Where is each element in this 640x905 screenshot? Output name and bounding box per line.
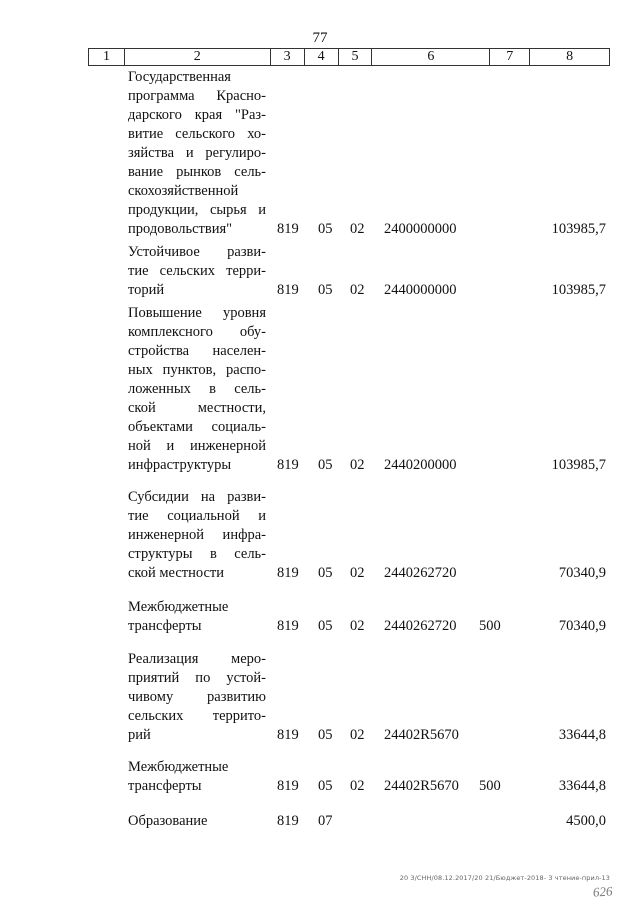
row-name <box>128 598 266 636</box>
row-name-line: торий <box>128 282 165 298</box>
row-name-line: скохозяйственной <box>128 183 239 199</box>
row-name-line: ной и инженерной <box>128 438 266 454</box>
row-name <box>128 758 266 796</box>
table-row <box>0 812 640 831</box>
row-name-line: Реализация меро- <box>128 651 266 667</box>
row-name-line: витие сельского хо- <box>128 126 266 142</box>
cell-rz: 05 <box>318 565 333 581</box>
cell-ved: 819 <box>277 727 299 743</box>
cell-rz: 05 <box>318 457 333 473</box>
row-name-line: Межбюджетные <box>128 759 229 775</box>
row-name <box>128 304 266 475</box>
cell-ved: 819 <box>277 565 299 581</box>
cell-cs: 2440262720 <box>384 565 457 581</box>
row-name-line: стройства населен- <box>128 343 266 359</box>
cell-sum: 70340,9 <box>558 618 606 634</box>
row-name-line: ных пунктов, распо- <box>128 362 266 378</box>
row-name-line: Повышение уровня <box>128 305 266 321</box>
row-name-line: Образование <box>128 813 208 829</box>
table-row <box>0 68 640 239</box>
header-col-2: 2 <box>125 49 271 65</box>
row-name-line: программа Красно- <box>128 88 266 104</box>
header-col-3: 3 <box>271 49 305 65</box>
cell-cs: 24402R5670 <box>384 778 459 794</box>
table-row <box>0 243 640 300</box>
table-header <box>88 48 610 66</box>
row-name-line: рий <box>128 727 151 743</box>
cell-vr: 500 <box>479 618 501 634</box>
table-row <box>0 304 640 475</box>
cell-sum: 33644,8 <box>558 727 606 743</box>
header-col-7: 7 <box>490 49 530 65</box>
row-name <box>128 650 266 745</box>
header-col-4: 4 <box>305 49 339 65</box>
row-name-line: Межбюджетные <box>128 599 229 615</box>
cell-pr: 02 <box>350 727 365 743</box>
cell-sum: 70340,9 <box>558 565 606 581</box>
cell-rz: 05 <box>318 282 333 298</box>
cell-rz: 05 <box>318 778 333 794</box>
cell-sum: 103985,7 <box>551 221 606 237</box>
row-name-line: тие сельских терри- <box>128 263 266 279</box>
row-name-line: трансферты <box>128 618 202 634</box>
cell-pr: 02 <box>350 282 365 298</box>
header-col-8: 8 <box>530 49 610 65</box>
row-name-line: ской местности <box>128 565 225 581</box>
cell-ved: 819 <box>277 778 299 794</box>
row-name-line: объектами социаль- <box>128 419 266 435</box>
cell-pr: 02 <box>350 778 365 794</box>
row-name-line: чивому развитию <box>128 689 266 705</box>
cell-pr: 02 <box>350 457 365 473</box>
row-name-line: комплексного обу- <box>128 324 266 340</box>
cell-rz: 07 <box>318 813 333 829</box>
table-row <box>0 758 640 796</box>
cell-ved: 819 <box>277 813 299 829</box>
cell-pr: 02 <box>350 618 365 634</box>
cell-rz: 05 <box>318 221 333 237</box>
table-row <box>0 488 640 583</box>
footer-file-note: 20 З/СНН/08.12.2017/20 21/Бюджет-2018- 3 чтение-прил-13 <box>399 874 610 882</box>
row-name-line: Субсидии на разви- <box>128 489 266 505</box>
row-name-line: Устойчивое разви- <box>128 244 266 260</box>
row-name-line: дарского края "Раз- <box>128 107 266 123</box>
cell-cs: 2440262720 <box>384 618 457 634</box>
row-name-line: продукции, сырья и <box>128 202 266 218</box>
cell-pr: 02 <box>350 221 365 237</box>
table-row <box>0 598 640 636</box>
cell-ved: 819 <box>277 282 299 298</box>
cell-cs: 2400000000 <box>384 221 457 237</box>
footer-page-stamp: 626 <box>591 883 613 900</box>
cell-sum: 33644,8 <box>558 778 606 794</box>
cell-sum: 103985,7 <box>551 282 606 298</box>
row-name <box>128 68 266 239</box>
row-name <box>128 243 266 300</box>
row-name-line: инженерной инфра- <box>128 527 266 543</box>
row-name-line: структуры в сель- <box>128 546 266 562</box>
row-name-line: сельских террито- <box>128 708 266 724</box>
cell-ved: 819 <box>277 457 299 473</box>
row-name-line: ложенных в сель- <box>128 381 266 397</box>
row-name-line: трансферты <box>128 778 202 794</box>
row-name-line: ской местности, <box>128 400 266 416</box>
row-name-line: продовольствия" <box>128 221 233 237</box>
cell-rz: 05 <box>318 727 333 743</box>
cell-cs: 2440200000 <box>384 457 457 473</box>
cell-sum: 4500,0 <box>566 813 606 829</box>
row-name <box>128 488 266 583</box>
row-name-line: зяйства и регулиро- <box>128 145 266 161</box>
cell-pr: 02 <box>350 565 365 581</box>
cell-cs: 2440000000 <box>384 282 457 298</box>
row-name-line: вание рынков сель- <box>128 164 266 180</box>
header-col-5: 5 <box>339 49 373 65</box>
page-number: 77 <box>312 30 328 46</box>
cell-vr: 500 <box>479 778 501 794</box>
row-name-line: Государственная <box>128 69 231 85</box>
header-col-1: 1 <box>89 49 125 65</box>
header-col-6: 6 <box>372 49 490 65</box>
row-name <box>128 812 266 831</box>
table-row <box>0 650 640 745</box>
cell-ved: 819 <box>277 221 299 237</box>
cell-rz: 05 <box>318 618 333 634</box>
cell-cs: 24402R5670 <box>384 727 459 743</box>
cell-ved: 819 <box>277 618 299 634</box>
row-name-line: тие социальной и <box>128 508 266 524</box>
row-name-line: приятий по устой- <box>128 670 266 686</box>
cell-sum: 103985,7 <box>551 457 606 473</box>
row-name-line: инфраструктуры <box>128 457 232 473</box>
